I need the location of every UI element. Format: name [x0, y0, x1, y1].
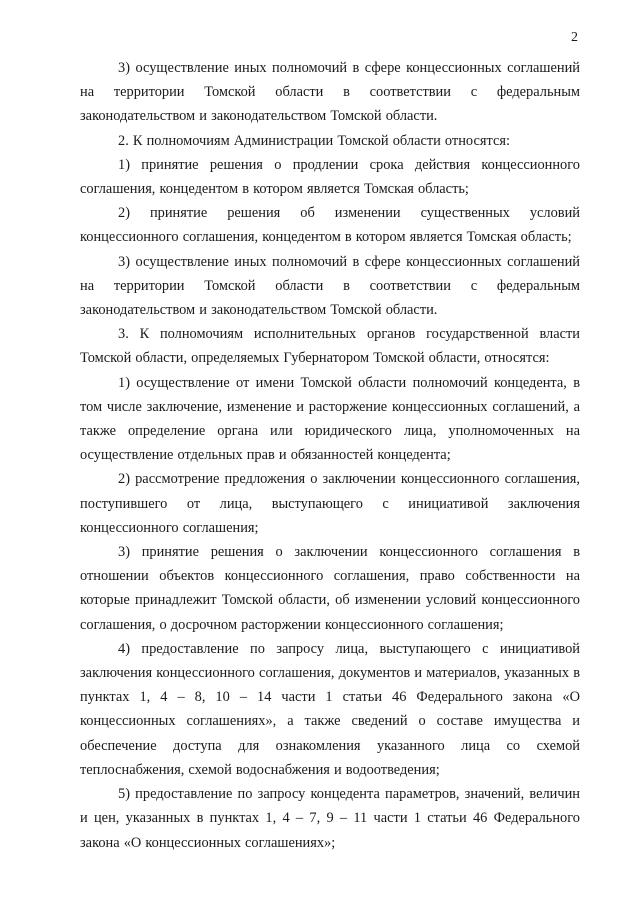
section-3-heading: 3. К полномочиям исполнительных органов государственной власти Томской области, определяемых Губернатором Томской области, относятся: — [80, 326, 580, 367]
paragraph-3-5: 5) предоставление по запросу концедента параметров, значений, величин и цен, указанных в пунктах 1, 4 – 7, 9 – 11 части 1 статьи 46 Федерального закона «О концессионных соглашениях»; — [80, 786, 580, 851]
paragraph-3-1: 1) осуществление от имени Томской области полномочий концедента, в том числе заключение, изменение и расторжение концессионных соглашений, а также определение органа или юридического лица, уполномоченных на осуществление отдельных прав и обязанностей концедента; — [80, 374, 580, 464]
paragraph-2-1: 1) принятие решения о продлении срока действия концессионного соглашения, концедентом в котором является Томская область; — [80, 156, 580, 198]
document-body — [80, 56, 580, 855]
paragraph-3-2: 2) рассмотрение предложения о заключении концессионного соглашения, поступившего от лица, выступающего с инициативой заключения концессионного соглашения; — [80, 471, 580, 536]
paragraph-2-2: 2) принятие решения об изменении существенных условий концессионного соглашения, концедентом в котором является Томская область; — [80, 205, 580, 246]
paragraph-2-3: 3) осуществление иных полномочий в сфере концессионных соглашений на территории Томской области в соответствии с федеральным законодательством и законодательством Томской области. — [80, 253, 580, 319]
paragraph-1-3: 3) осуществление иных полномочий в сфере концессионных соглашений на территории Томской области в соответствии с федеральным законодательством и законодательством Томской области. — [80, 60, 580, 125]
paragraph-3-4: 4) предоставление по запросу лица, выступающего с инициативой заключения концессионного соглашения, документов и материалов, указанных в пунктах 1, 4 – 8, 10 – 14 части 1 статьи 46 Федерального закона «О концессионных соглашениях», а также сведений о составе имущества и обеспечение доступа для ознакомления указанного лица со схемой теплоснабжения, схемой водоснабжения и водоотведения; — [80, 640, 580, 778]
paragraph-3-3: 3) принятие решения о заключении концессионного соглашения в отношении объектов концессионного соглашения, право собственности на которые принадлежит Томской области, об изменении условий концессионного соглашения, о досрочном расторжении концессионного соглашения; — [80, 544, 580, 633]
section-2-heading: 2. К полномочиям Администрации Томской области относятся: — [118, 132, 510, 149]
page-number: 2 — [571, 30, 578, 45]
